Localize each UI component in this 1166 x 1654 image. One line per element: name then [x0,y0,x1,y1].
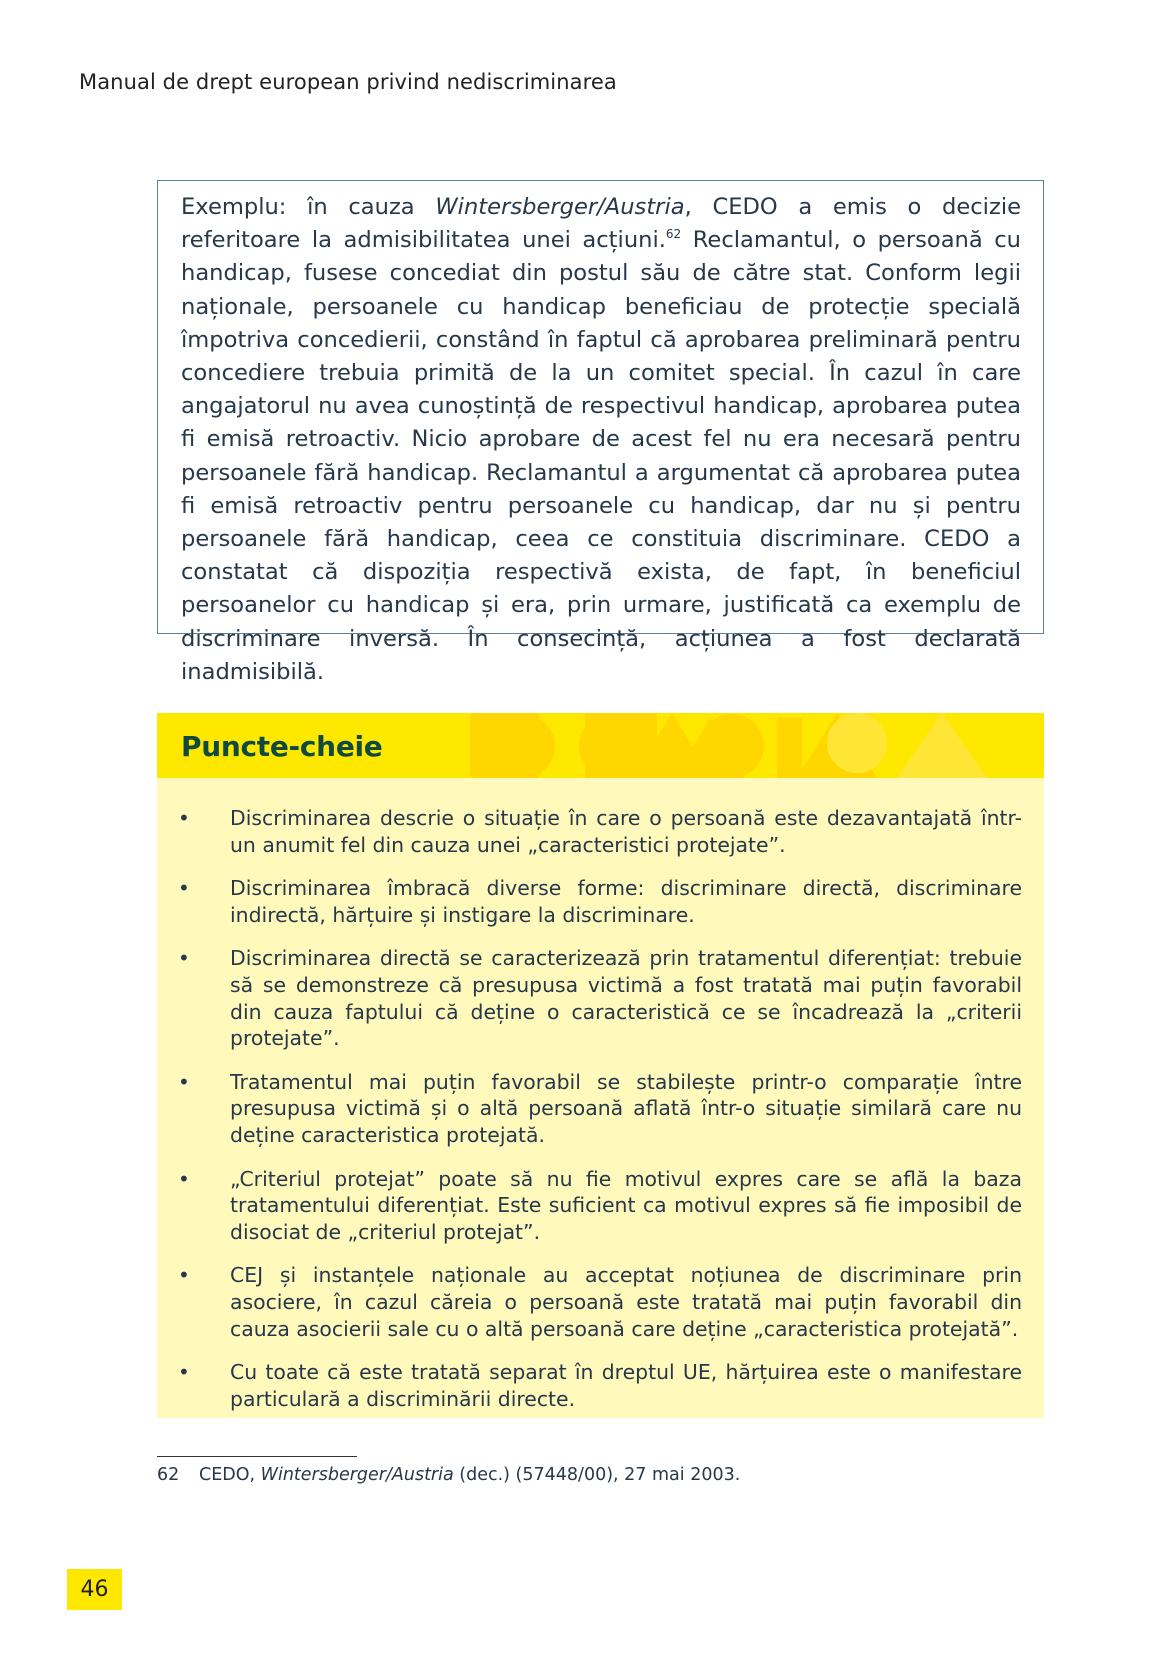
key-point-item [157,1069,1044,1149]
example-paragraph [181,191,1021,689]
key-point-item [157,1359,1044,1412]
key-point-text: Tratamentul mai puțin favorabil se stabilește printr-o comparație între presupusa victimă și o altă persoană aflată într-o situație similară care nu deține caracteristica protejată. [230,1069,1022,1147]
bullet-icon: • [178,1263,190,1288]
key-point-text: Discriminarea directă se caracterizează prin tratamentul diferențiat: trebuie să se demonstreze că presupusa victimă a fost tratată mai puțin favorabil din cauza faptului că deține o caracteristică ce se încadrează la „criterii protejate”. [230,946,1022,1051]
example-text-2: Reclamantul, o persoană cu handicap, fusese concediat din postul său de către stat. Conform legii naționale, persoanele cu handicap beneficiau de protecție specială împotriva concedierii, constând în faptul că aprobarea preliminară pentru concediere trebuia primită de la un comitet special. În cazul în care angajatorul nu avea cunoștință de respectivul handicap, aprobarea putea fi emisă retroactiv. Nicio aprobare de acest fel nu era necesară pentru persoanele fără handicap. Reclamantul a argumentat că aprobarea putea fi emisă retroactiv pentru persoanele cu handicap, dar nu și pentru persoanele fără handicap, ceea ce constituia discriminare. CEDO a constatat că dispoziția respectivă exista, de fapt, în beneficiul persoanelor cu handicap și era, prin urmare, justificată ca exemplu de discriminare inversă. În consecință, acțiunea a fost declarată inadmisibilă. [181,227,1021,685]
key-points-panel [157,713,1044,1418]
footnote [157,1465,740,1485]
footnote-reference[interactable]: 62 [665,227,682,242]
bullet-icon: • [178,806,190,830]
bullet-icon: • [178,946,190,971]
key-points-list [157,805,1044,1429]
key-point-item [157,1262,1044,1342]
key-point-item [157,945,1044,1051]
example-box [157,180,1044,685]
footnote-suffix: (dec.) (57448/00), 27 mai 2003. [453,1465,741,1485]
bullet-icon: • [178,1360,190,1385]
key-point-item [157,1166,1044,1246]
footnote-number: 62 [157,1465,180,1485]
key-point-text: CEJ și instanțele naționale au acceptat noțiunea de discriminare prin asociere, în cazul căreia o persoană este tratată mai puțin favorabil din cauza asocierii sale cu o altă persoană care deține „caracteristica protejată”. [230,1263,1022,1341]
example-text-1: , CEDO a emis o decizie referitoare la admisibilitatea unei acțiuni. [181,194,1021,254]
key-point-text: Cu toate că este tratată separat în dreptul UE, hărțuirea este o manifestare particulară a discriminării directe. [230,1360,1022,1411]
key-points-header [157,713,1044,778]
example-intro: Exemplu: în cauza [181,194,436,220]
page-number: 46 [67,1569,122,1610]
footnote-prefix: CEDO, [199,1465,261,1485]
key-point-text: „Criteriul protejat” poate să nu fie motivul expres care se află la baza tratamentului diferențiat. Este suficient ca motivul expres să fie imposibil de disociat de „criteriul protejat”. [230,1166,1022,1244]
bullet-icon: • [178,1166,190,1191]
key-points-title: Puncte-cheie [181,730,383,763]
key-point-text: Discriminarea descrie o situație în care o persoană este dezavantajată într-un anumit fel din cauza unei „caracteristici protejate”. [230,806,1022,857]
example-case-name: Wintersberger/Austria [435,194,685,220]
bullet-icon: • [178,1069,190,1094]
key-point-item [157,875,1044,928]
bullet-icon: • [178,876,190,901]
key-point-text: Discriminarea îmbracă diverse forme: discriminare directă, discriminare indirectă, hărțuire și instigare la discriminare. [230,876,1022,927]
footnote-case-name: Wintersberger/Austria [260,1465,454,1485]
key-point-item [157,805,1044,858]
running-header: Manual de drept european privind nediscriminarea [79,70,617,94]
footnote-divider [157,1456,357,1457]
